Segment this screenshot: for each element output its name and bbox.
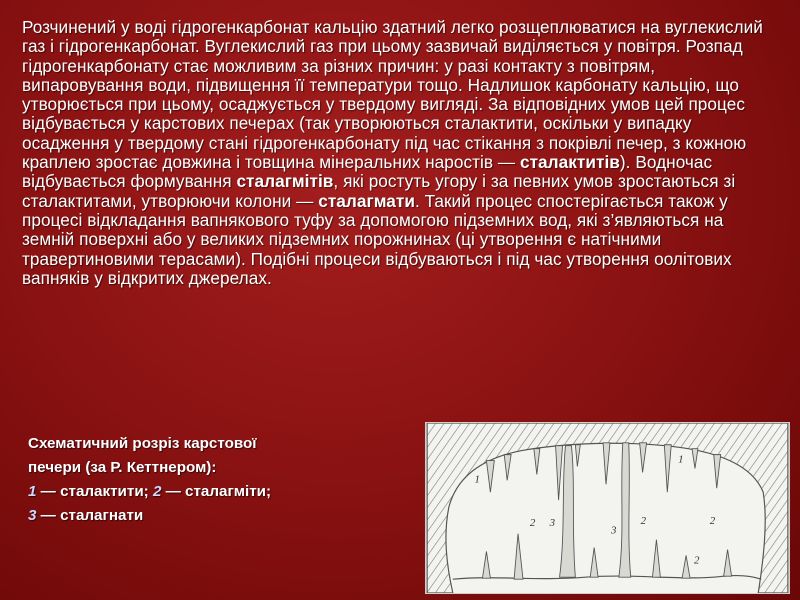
figure-label: 3	[610, 524, 617, 537]
caption-number-1: 1	[28, 483, 37, 500]
caption-item-1: — сталактити;	[36, 483, 153, 500]
figure-label: 1	[474, 473, 481, 486]
paragraph-text-4: . Такий процес спостерігається також у процесі відкладання вапнякового туфу за допомогою підземних вод, які з’являються на земній поверхні або у великих підземних порожнинах (ці утворення є натічними травертиновими терасами). Подібні процеси відбуваються і під час утворення оолітових вапняків у відкритих джерелах.	[22, 190, 732, 288]
cave-cross-section-figure	[425, 422, 790, 594]
cave-floor	[453, 576, 761, 580]
figure-label: 2	[709, 514, 716, 527]
paragraph-text-3: , які ростуть угору і за певних умов зростаються зі сталактитами, утворюючи колони —	[22, 171, 736, 211]
figure-label: 2	[640, 514, 647, 527]
figure-label: 2	[693, 554, 700, 567]
cave-sketch	[426, 423, 789, 593]
caption-title: Схематичний розріз карстової печери (за Р. Кеттнером):	[28, 435, 257, 476]
figure-caption	[28, 432, 273, 528]
caption-number-2: 2	[152, 483, 162, 500]
paragraph-text-2: ). Водночас відбувається формування	[22, 152, 713, 192]
stalactites	[486, 443, 720, 500]
caption-item-3: — сталагнати	[36, 507, 144, 524]
figure-label: 2	[529, 516, 536, 529]
figure-label: 1	[678, 453, 684, 466]
body-paragraph	[22, 18, 780, 288]
term-stalactites: сталактитів	[519, 152, 620, 173]
figure-label: 3	[549, 516, 556, 529]
caption-item-2: — сталагміти;	[161, 483, 272, 500]
caption-number-3: 3	[28, 507, 37, 524]
paragraph-text-1: Розчинений у воді гідрогенкарбонат кальцію здатний легко розщеплюватися на вуглекислий газ і гідрогенкарбонат. Вуглекислий газ при цьому зазвичай виділяється у повітря. Розпад гідрогенкарбонату стає можливим за різних причин: у разі контакту з повітрям, випаровування води, підвищення її температури тощо. Надлишок карбонату кальцію, що утворюється при цьому, осаджується у твердому вигляді. За відповідних умов цей процес відбувається у карстових печерах (так утворюються сталактити, оскільки у випадку осадження у твердому стані гідрогенкарбонату під час стікання з покрівлі печер, з кожною краплею зростає довжина і товщина мінеральних наростів —	[22, 17, 763, 173]
term-stalagnates: сталагмати	[318, 190, 415, 211]
term-stalagmites: сталагмітів	[236, 171, 334, 192]
